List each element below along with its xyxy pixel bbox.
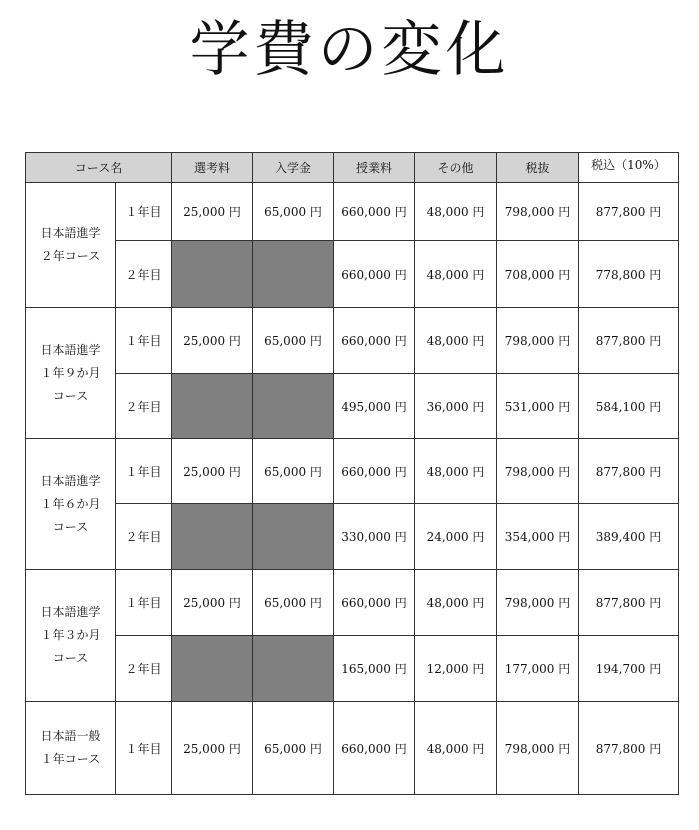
- header-row: [26, 153, 679, 183]
- admission-fee-cell: 65,000 円: [253, 183, 334, 241]
- course-name-line: ２年コース: [40, 249, 101, 263]
- table-row: [26, 636, 679, 702]
- course-name: [26, 183, 116, 308]
- selection-fee-cell: 25,000 円: [172, 439, 253, 504]
- other-fee-cell: 48,000 円: [415, 241, 497, 308]
- course-name: [26, 439, 116, 570]
- tuition-cell: 660,000 円: [334, 570, 415, 636]
- empty-cell: [253, 374, 334, 439]
- table-row: [26, 308, 679, 374]
- other-fee-cell: 48,000 円: [415, 308, 497, 374]
- tuition-cell: 495,000 円: [334, 374, 415, 439]
- year-label: １年目: [116, 702, 172, 795]
- other-fee-cell: 12,000 円: [415, 636, 497, 702]
- admission-fee-cell: 65,000 円: [253, 570, 334, 636]
- other-fee-cell: 48,000 円: [415, 439, 497, 504]
- year-label: ２年目: [116, 374, 172, 439]
- pre-tax-cell: 177,000 円: [497, 636, 579, 702]
- course-name-line: 日本語進学: [40, 342, 101, 357]
- pre-tax-cell: 708,000 円: [497, 241, 579, 308]
- table-row: [26, 241, 679, 308]
- selection-fee-cell: 25,000 円: [172, 183, 253, 241]
- course-name-line: １年６か月: [40, 496, 101, 511]
- tax-included-cell: 194,700 円: [579, 636, 679, 702]
- empty-cell: [172, 241, 253, 308]
- tax-included-cell: 877,800 円: [579, 183, 679, 241]
- year-label: １年目: [116, 308, 172, 374]
- tax-included-cell: 389,400 円: [579, 504, 679, 570]
- empty-cell: [253, 636, 334, 702]
- tuition-fee-table: [25, 152, 679, 795]
- other-fee-cell: 36,000 円: [415, 374, 497, 439]
- header-tax-included: 税込（10%）: [579, 153, 679, 183]
- course-name: [26, 702, 116, 795]
- year-label: １年目: [116, 439, 172, 504]
- course-name-line: 日本語進学: [40, 473, 101, 488]
- table-row: [26, 183, 679, 241]
- tax-included-cell: 584,100 円: [579, 374, 679, 439]
- header-course: コース名: [26, 153, 172, 183]
- course-name-line: コース: [52, 519, 89, 534]
- header-pre-tax: 税抜: [497, 153, 579, 183]
- tax-included-cell: 877,800 円: [579, 439, 679, 504]
- selection-fee-cell: 25,000 円: [172, 702, 253, 795]
- pre-tax-cell: 531,000 円: [497, 374, 579, 439]
- empty-cell: [172, 374, 253, 439]
- empty-cell: [172, 504, 253, 570]
- year-label: ２年目: [116, 504, 172, 570]
- pre-tax-cell: 798,000 円: [497, 702, 579, 795]
- table-row: [26, 374, 679, 439]
- tuition-cell: 660,000 円: [334, 308, 415, 374]
- other-fee-cell: 48,000 円: [415, 183, 497, 241]
- selection-fee-cell: 25,000 円: [172, 308, 253, 374]
- tax-included-cell: 877,800 円: [579, 570, 679, 636]
- year-label: １年目: [116, 570, 172, 636]
- course-name: [26, 308, 116, 439]
- course-name-line: 日本語進学: [40, 226, 101, 240]
- year-label: ２年目: [116, 241, 172, 308]
- tuition-cell: 660,000 円: [334, 702, 415, 795]
- tax-included-cell: 778,800 円: [579, 241, 679, 308]
- pre-tax-cell: 798,000 円: [497, 439, 579, 504]
- pre-tax-cell: 354,000 円: [497, 504, 579, 570]
- tuition-cell: 660,000 円: [334, 439, 415, 504]
- course-name-line: 日本語一般: [40, 729, 101, 743]
- course-name-line: 日本語進学: [40, 605, 101, 619]
- course-name-line: １年９か月: [40, 365, 101, 380]
- year-label: １年目: [116, 183, 172, 241]
- page-title: 学費の変化: [189, 15, 510, 85]
- header-other: その他: [415, 153, 497, 183]
- table-row: [26, 504, 679, 570]
- header-selection-fee: 選考料: [172, 153, 253, 183]
- course-name-line: １年コース: [40, 752, 101, 766]
- empty-cell: [253, 504, 334, 570]
- pre-tax-cell: 798,000 円: [497, 183, 579, 241]
- other-fee-cell: 24,000 円: [415, 504, 497, 570]
- pre-tax-cell: 798,000 円: [497, 570, 579, 636]
- selection-fee-cell: 25,000 円: [172, 570, 253, 636]
- year-label: ２年目: [116, 636, 172, 702]
- tuition-cell: 330,000 円: [334, 504, 415, 570]
- empty-cell: [253, 241, 334, 308]
- tuition-cell: 660,000 円: [334, 183, 415, 241]
- empty-cell: [172, 636, 253, 702]
- course-name: [26, 570, 116, 702]
- table-row: [26, 570, 679, 636]
- table-row: [26, 439, 679, 504]
- tax-included-cell: 877,800 円: [579, 308, 679, 374]
- course-name-line: １年３か月: [40, 628, 101, 642]
- admission-fee-cell: 65,000 円: [253, 308, 334, 374]
- header-admission-fee: 入学金: [253, 153, 334, 183]
- tuition-cell: 165,000 円: [334, 636, 415, 702]
- header-tuition: 授業料: [334, 153, 415, 183]
- admission-fee-cell: 65,000 円: [253, 702, 334, 795]
- admission-fee-cell: 65,000 円: [253, 439, 334, 504]
- course-name-line: コース: [52, 388, 89, 403]
- other-fee-cell: 48,000 円: [415, 570, 497, 636]
- table-row: [26, 702, 679, 795]
- pre-tax-cell: 798,000 円: [497, 308, 579, 374]
- tuition-cell: 660,000 円: [334, 241, 415, 308]
- tax-included-cell: 877,800 円: [579, 702, 679, 795]
- course-name-line: コース: [52, 651, 89, 665]
- other-fee-cell: 48,000 円: [415, 702, 497, 795]
